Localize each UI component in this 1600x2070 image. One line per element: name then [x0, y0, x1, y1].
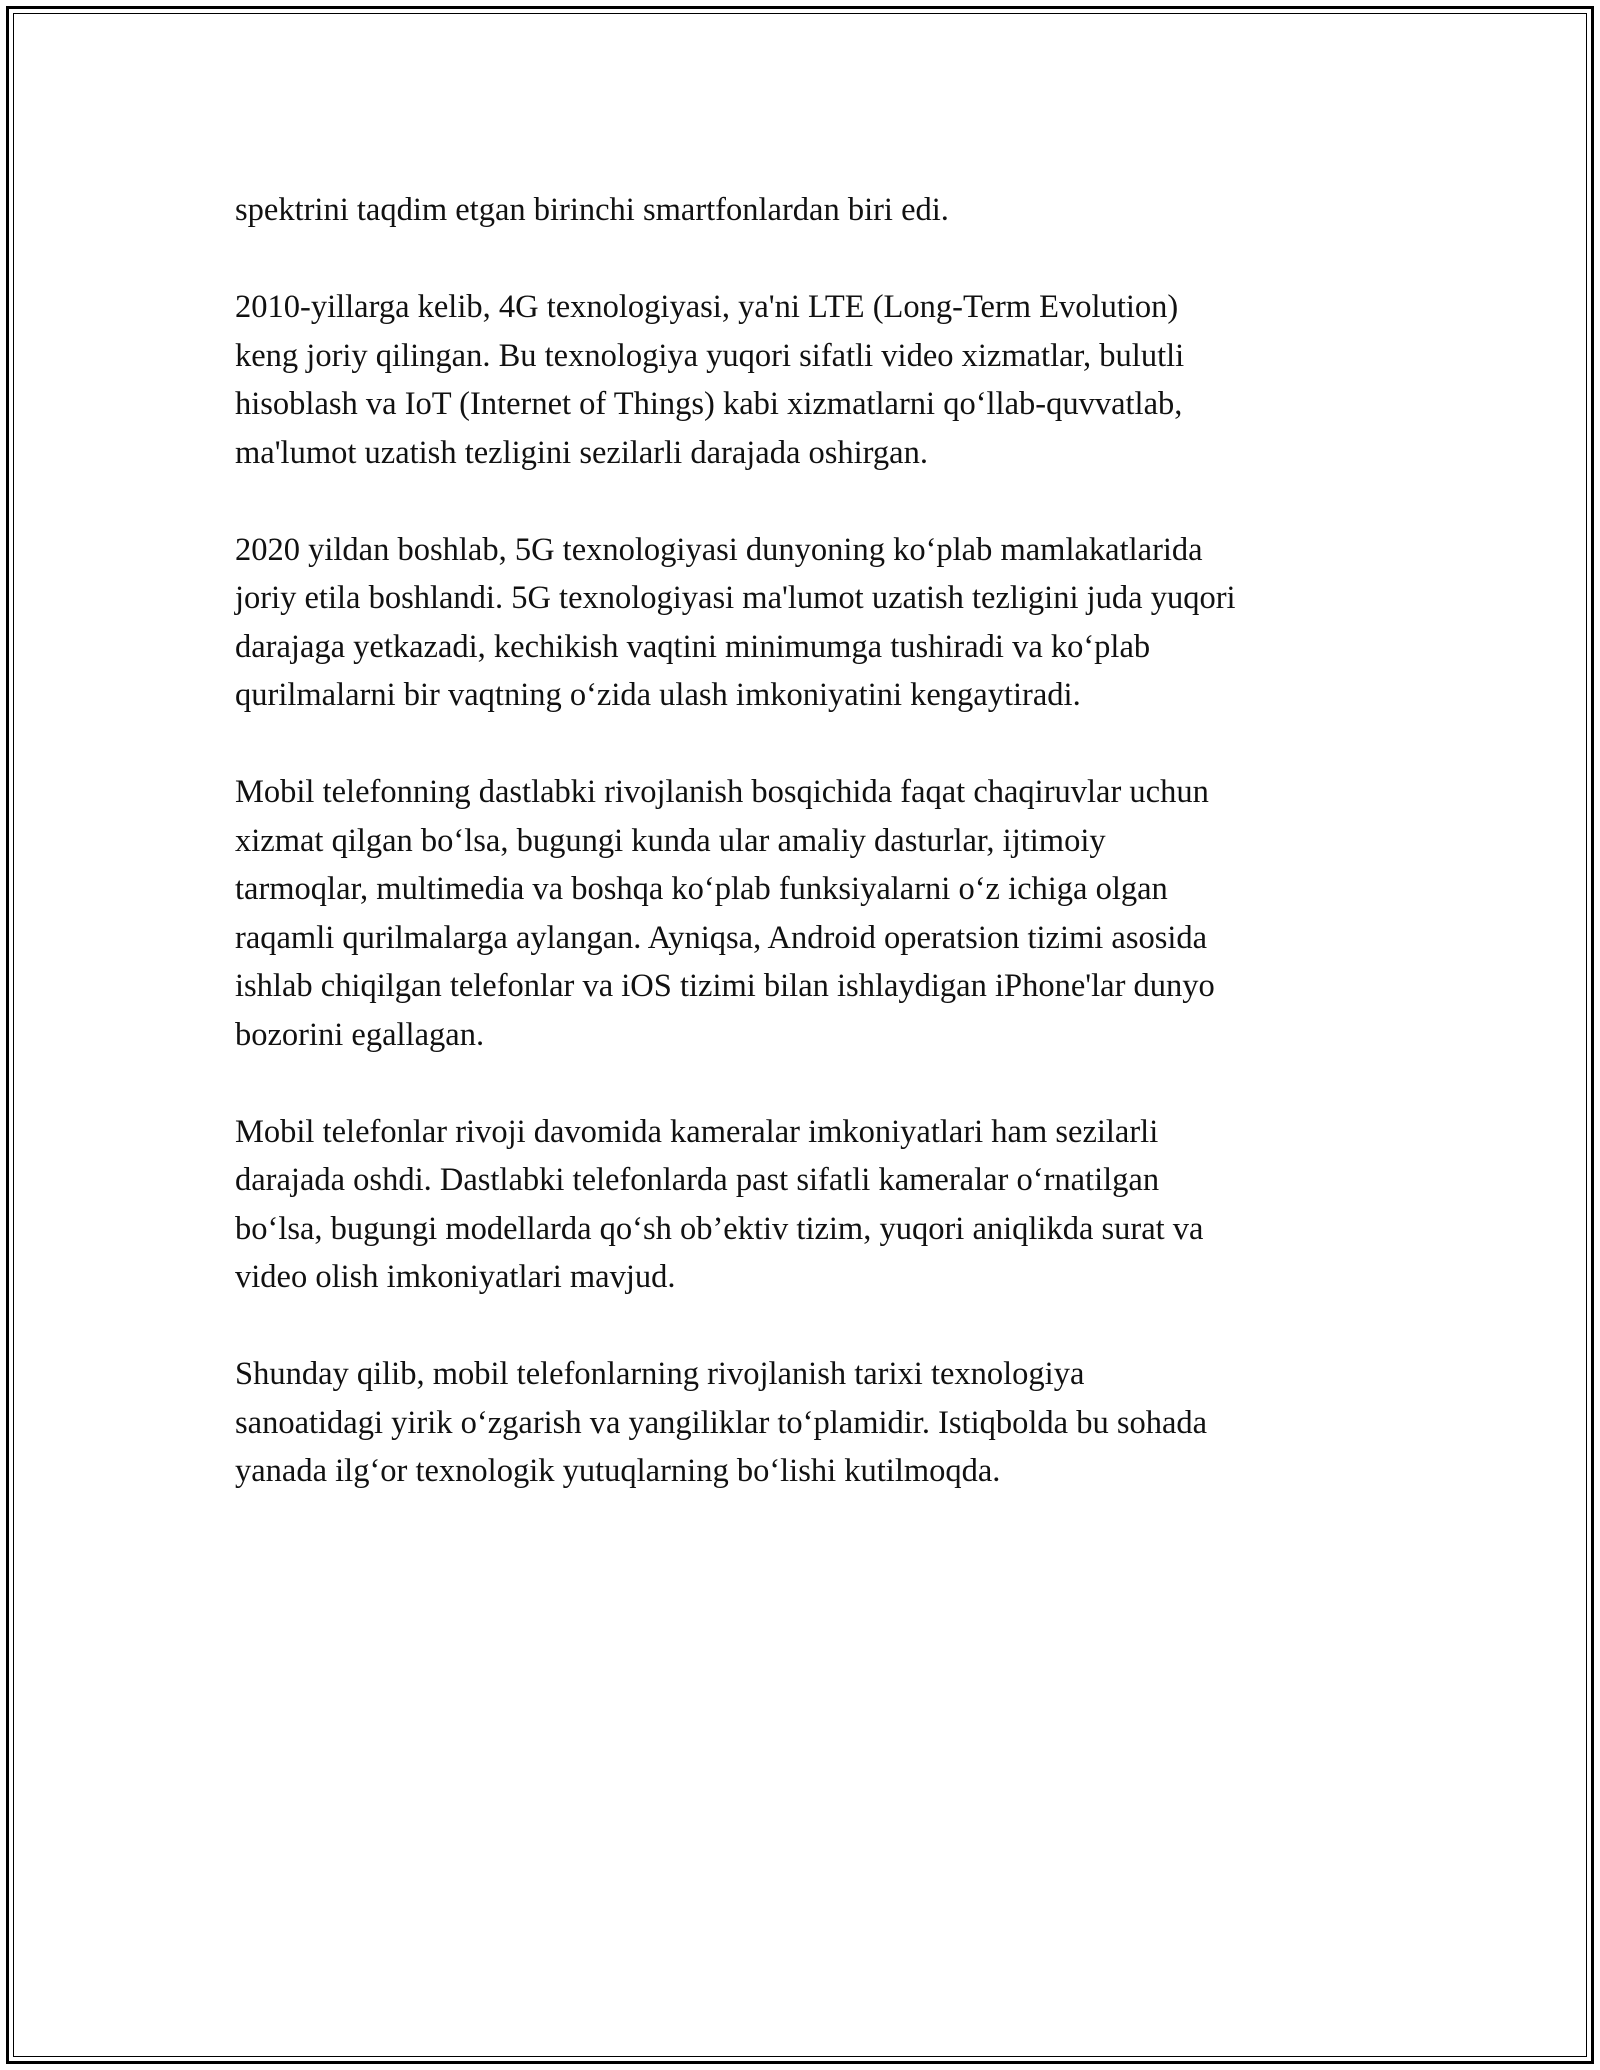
- text-line: bo‘lsa, bugungi modellarda qo‘sh ob’ektiv tizim, yuqori aniqlikda surat va: [235, 1210, 1204, 1247]
- document-body: [235, 186, 1385, 1544]
- text-line: ma'lumot uzatish tezligini sezilarli darajada oshirgan.: [235, 434, 928, 471]
- paragraph: [235, 526, 1385, 720]
- text-line: spektrini taqdim etgan birinchi smartfonlardan biri edi.: [235, 192, 949, 228]
- text-line: video olish imkoniyatlari mavjud.: [235, 1259, 676, 1295]
- text-line: xizmat qilgan bo‘lsa, bugungi kunda ular amaliy dasturlar, ijtimoiy: [235, 822, 1106, 859]
- text-line: ishlab chiqilgan telefonlar va iOS tizimi bilan ishlaydigan iPhone'lar dunyo: [235, 968, 1215, 1004]
- text-line: Mobil telefonning dastlabki rivojlanish bosqichida faqat chaqiruvlar uchun: [235, 774, 1209, 810]
- paragraph: [235, 186, 1385, 235]
- paragraph: [235, 1108, 1385, 1302]
- paragraph: [235, 283, 1385, 477]
- text-line: Shunday qilib, mobil telefonlarning rivojlanish tarixi texnologiya: [235, 1356, 1085, 1392]
- text-line: raqamli qurilmalarga aylangan. Ayniqsa, Android operatsion tizimi asosida: [235, 919, 1208, 956]
- text-line: yanada ilg‘or texnologik yutuqlarning bo‘lishi kutilmoqda.: [235, 1453, 1001, 1489]
- paragraph: [235, 1350, 1385, 1496]
- text-line: tarmoqlar, multimedia va boshqa ko‘plab funksiyalarni o‘z ichiga olgan: [235, 871, 1168, 907]
- text-line: qurilmalarni bir vaqtning o‘zida ulash imkoniyatini kengaytiradi.: [235, 677, 1081, 713]
- paragraph: [235, 768, 1385, 1059]
- text-line: darajada oshdi. Dastlabki telefonlarda past sifatli kameralar o‘rnatilgan: [235, 1162, 1160, 1198]
- text-line: keng joriy qilingan. Bu texnologiya yuqori sifatli video xizmatlar, bulutli: [235, 337, 1185, 374]
- text-line: hisoblash va IoT (Internet of Things) kabi xizmatlarni qo‘llab-quvvatlab,: [235, 386, 1183, 422]
- text-line: bozorini egallagan.: [235, 1016, 485, 1053]
- text-line: 2020 yildan boshlab, 5G texnologiyasi dunyoning ko‘plab mamlakatlarida: [235, 531, 1203, 568]
- text-line: 2010-yillarga kelib, 4G texnologiyasi, ya'ni LTE (Long-Term Evolution): [235, 289, 1179, 325]
- text-line: sanoatidagi yirik o‘zgarish va yangiliklar to‘plamidir. Istiqbolda bu sohada: [235, 1404, 1208, 1441]
- text-line: darajaga yetkazadi, kechikish vaqtini minimumga tushiradi va ko‘plab: [235, 628, 1151, 665]
- text-line: Mobil telefonlar rivoji davomida kameralar imkoniyatlari ham sezilarli: [235, 1113, 1159, 1150]
- text-line: joriy etila boshlandi. 5G texnologiyasi ma'lumot uzatish tezligini juda yuqori: [235, 580, 1236, 616]
